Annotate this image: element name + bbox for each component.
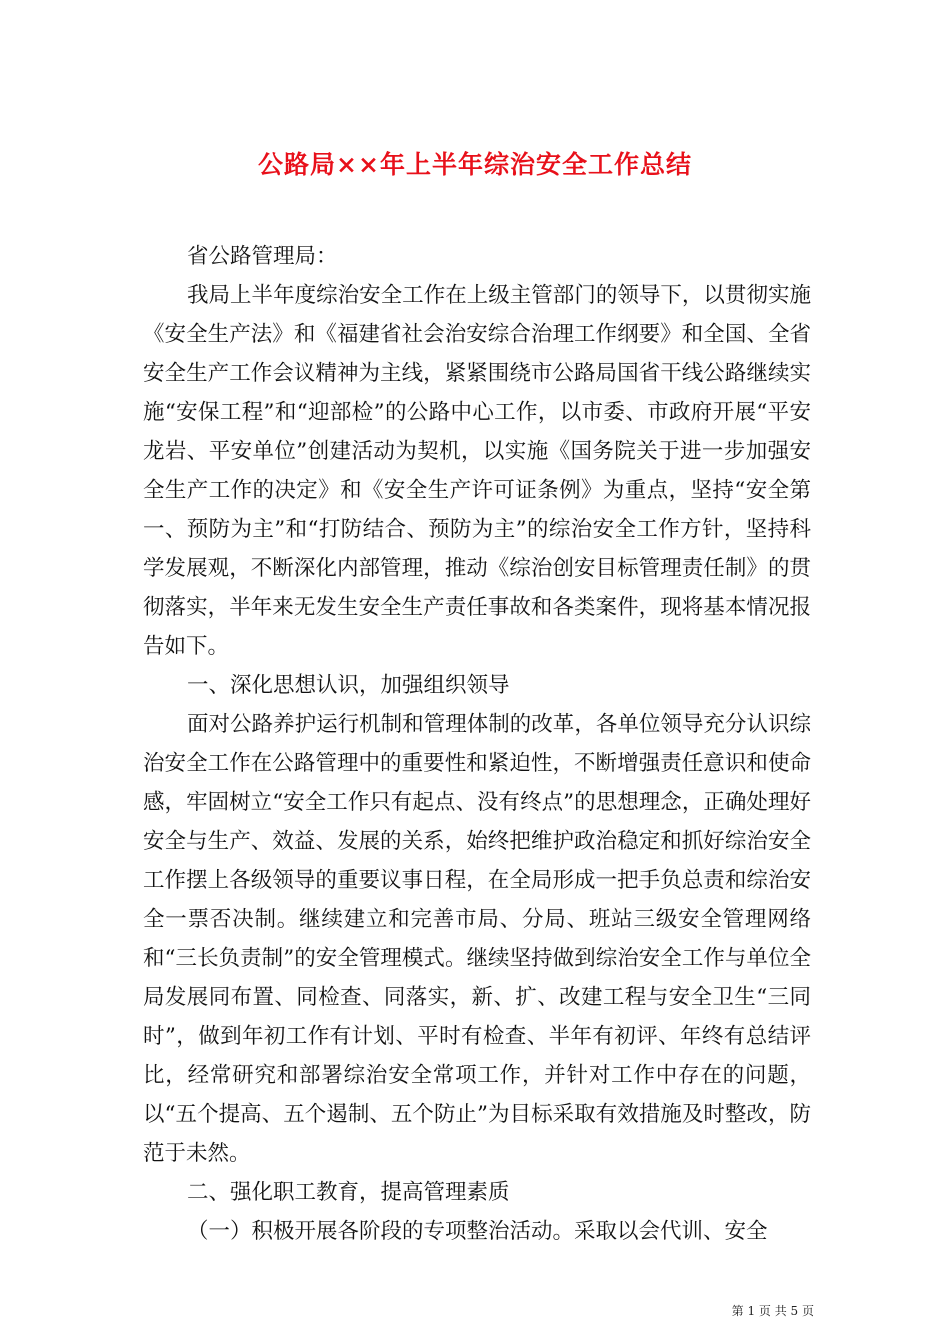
- document-body: [143, 237, 811, 1251]
- section-heading: 二、强化职工教育，提高管理素质: [187, 1180, 510, 1205]
- body-paragraph: 我局上半年度综治安全工作在上级主管部门的领导下，以贯彻实施《安全生产法》和《福建省社会治安综合治理工作纲要》和全国、全省安全生产工作会议精神为主线，紧紧围绕市公路局国省干线公路继续实施“安保工程”和“迎部检”的公路中心工作，以市委、市政府开展“平安龙岩、平安单位”创建活动为契机，以实施《国务院关于进一步加强安全生产工作的决定》和《安全生产许可证条例》为重点，坚持“安全第一、预防为主”和“打防结合、预防为主”的综治安全工作方针，坚持科学发展观，不断深化内部管理，推动《综治创安目标管理责任制》的贯彻落实，半年来无发生安全生产责任事故和各类案件，现将基本情况报告如下。: [143, 283, 811, 659]
- salutation: 省公路管理局：: [187, 244, 338, 269]
- section-heading: 一、深化思想认识，加强组织领导: [187, 673, 510, 698]
- page-number-footer: 第 1 页 共 5 页: [731, 1304, 814, 1318]
- document-title: 公路局××年上半年综治安全工作总结: [258, 149, 692, 179]
- body-paragraph: 面对公路养护运行机制和管理体制的改革，各单位领导充分认识综治安全工作在公路管理中的重要性和紧迫性，不断增强责任意识和使命感，牢固树立“安全工作只有起点、没有终点”的思想理念，正确处理好安全与生产、效益、发展的关系，始终把维护政治稳定和抓好综治安全工作摆上各级领导的重要议事日程，在全局形成一把手负总责和综治安全一票否决制。继续建立和完善市局、分局、班站三级安全管理网络和“三长负责制”的安全管理模式。继续坚持做到综治安全工作与单位全局发展同布置、同检查、同落实，新、扩、改建工程与安全卫生“三同时”，做到年初工作有计划、平时有检查、半年有初评、年终有总结评比，经常研究和部署综治安全常项工作，并针对工作中存在的问题，以“五个提高、五个遏制、五个防止”为目标采取有效措施及时整改，防范于未然。: [143, 712, 811, 1166]
- body-paragraph: （一）积极开展各阶段的专项整治活动。采取以会代训、安全: [187, 1219, 768, 1244]
